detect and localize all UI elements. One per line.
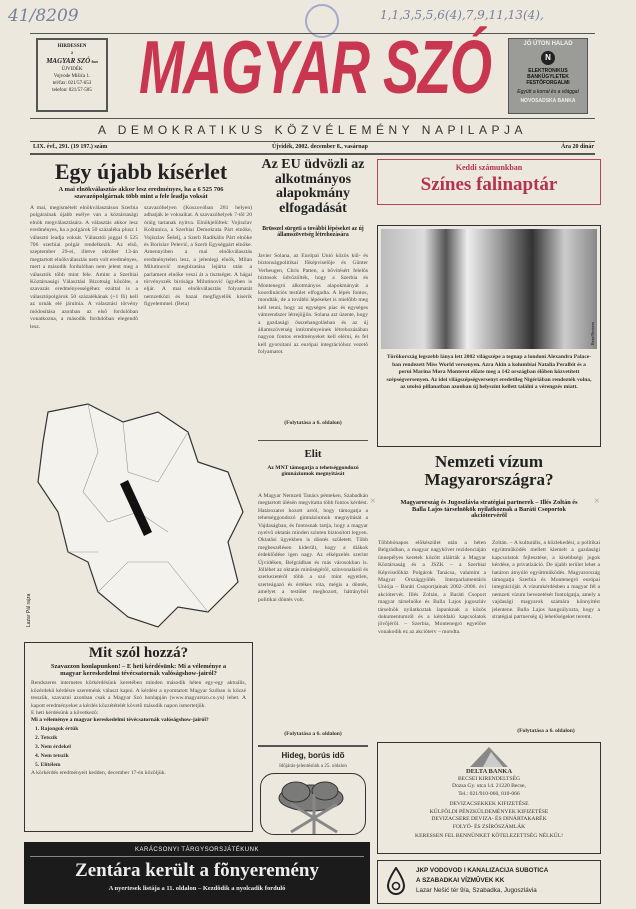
- jkp-address: Lazar Nešić tér 9/a, Szabadka, Jugoszlávia: [416, 887, 537, 894]
- weather-cloud-snow-icon: [260, 773, 366, 835]
- weather-subtitle: Idõjárás-jelentésünk a 25. oldalon: [279, 764, 347, 769]
- ad-line: ELEKTRONIKUS BANKÜGYLETEK FESTŐFORGALMI: [526, 68, 570, 86]
- ad-line: Együtt a korral és a világgal: [517, 89, 579, 95]
- eu-continued: (Folytatása a 6. oldalon): [284, 420, 342, 426]
- visa-body-col1: Többhónapos elõkészület után a héten Belgrádban, a magyar nagykövet rezidenciáján ünnepélyes keretek között aláírták a Magyar Köztársaság és a JSZK – a Szerbiai Képviselõház Polgárok Tanácsa, valamint a Magyar Országgyûlés Interparlamentáris Uniója – Baráti Csoportjainak 2002–2006. évi akciótervét. Illés Zoltán, a Baráti Csoport magyar társelnöke és Balla Lajos jugoszláv társelnök nyilatkoztak lapunknak a közös dokumentumról és a kétoldalú kapcsolatok jövõjérõl. – Szerbia, Montenegró egyelõre vonakodik ez az akcióterv – mondta.: [378, 540, 486, 635]
- delta-branch: BECSEI KIRENDELTSÉG: [457, 775, 521, 782]
- poll-footer: A körkérdés eredményeit kedden, december 17-én közöljük.: [31, 769, 166, 776]
- issue-date: Újvidék, 2002. december 8., vasárnap: [272, 144, 368, 150]
- promo-calendar-box[interactable]: [377, 159, 601, 205]
- handwritten-archive-number: 41/8209: [8, 6, 79, 26]
- promo-kicker: Keddi számunkban: [455, 163, 523, 172]
- issue-price: Ára 20 dinár: [561, 144, 594, 150]
- masthead-title: MAGYAR SZÓ: [139, 25, 491, 110]
- promo-title: Színes falinaptár: [420, 174, 558, 195]
- photo-credit: Beta/Reuters: [590, 321, 595, 345]
- ad-logo: MAGYAR SZÓ-ban: [46, 57, 98, 65]
- elit-continued: (Folytatása a 6. oldalon): [284, 731, 342, 737]
- delta-phone: Tel.: 021/910-060, 810-066: [458, 790, 520, 797]
- lead-body-col2: szavazóhelyen (Koszovóban 281 helyen) adhatják le voksaikat. A szavazóhelyek 7-tõl 20 óráig tartanak nyitva. Elnökjelöltek: Vojiszlav Koštunica, a Szerbiai Demokrata Párt elnöke, Vojiszlav Šešelj, a Szerb Radikális Párt elnöke és Borislav Pelević, a Szerb Egységpárt elnöke. Amennyiben a mai elnökválasztás eredménytelen lesz, a jelenlegi elnök, Milan Milutinović megbízatása lejárta után a parlament elnöke veszi át a tisztséget. A hágai törvényszék bírósága Milutinović ügyében is eljár. A mai elnökválasztás folyamatát nemzetközi és hazai megfigyelõk kísérik figyelemmel. (Beta): [144, 205, 252, 308]
- ad-line: HIRDESSEN: [57, 44, 87, 49]
- weather-headline: Hideg, borús idõ: [281, 751, 345, 760]
- delta-slogan: KERESSEN FEL BENNÜNKET KÖTELEZETTSÉG NÉLKÜL!: [415, 833, 563, 839]
- scan-mark: ×: [370, 496, 376, 507]
- issue-number: LIX. évf., 291. (19 197.) szám: [33, 144, 108, 150]
- poll-lead: E heti kérdésünk a következõ:: [31, 710, 99, 716]
- jkp-line: A SZABADKAI VÍZMÛVEK KK: [416, 877, 505, 884]
- poll-option[interactable]: 2. Tetszik: [35, 734, 58, 741]
- delta-service: KÜLFÖLDI PÉNZKÜLDEMÉNYEK KIFIZETÉSE: [429, 808, 549, 815]
- delta-name: DELTA BANKA: [465, 768, 513, 775]
- poll-option[interactable]: 4. Nem tetszik: [35, 752, 69, 759]
- scan-mark: ×: [594, 496, 600, 507]
- water-drop-icon: [386, 867, 406, 895]
- delta-service: DEVIZACSERE DEVIZA- ÉS DINÁRTAKARÉK: [431, 816, 547, 822]
- ad-line: telefon: 021/57-505: [52, 88, 92, 93]
- delta-service: DEVIZACSEKKEK KIFIZETÉSE: [449, 801, 529, 807]
- eu-subheadline: Brüsszel sürgeti a további lépéseket az új államszövetség létrehozására: [262, 226, 364, 239]
- visa-subheadline: Magyarország és Jugoszlávia stratégiai partnerek – Illés Zoltán és Balla Lajos társelnökök nyilatkoznak a Baráti Csoportok akciótervérõl: [400, 499, 578, 520]
- photo-caption: Törökország legszebb lánya lett 2002 világszépe a tegnap a londoni Alexandra Palace-ban rendezett Miss World versenyen. Azra Akin a kolumbiai Natalia Peralbit és a perui Marina Mora Monterot elõzte meg a 142 országban élõben közvetített szépségversenyen. Az idei világszépségversenyt eredetileg Nigériában rendezték volna, az utolsó pillanatban azonban új helyszínt kellett találni a vérengzés miatt.: [386, 354, 592, 391]
- lead-headline: Egy újabb kísérlet: [54, 159, 228, 184]
- ad-line: JÓ ÚTON HALAD: [523, 41, 573, 47]
- poll-intro: Rendszeres internetes körkérdésünk keretében minden második héten egy-egy aktuális, közérdekû kérdésre szeretnénk választ kapni. A kérdést a nyomtatott Magyar Szóban is közzé tesszük, szavazni azonban csak a Magyar Szó honlapján (www.magyarszo.co.yu) lehet. A kapott eredményeket a kérdés közzétételét követõ második napon ismertetjük.: [31, 680, 246, 709]
- ad-line: ÚJVIDÉK: [61, 67, 83, 72]
- poll-option[interactable]: 3. Nem érdekel: [35, 743, 71, 750]
- delta-address: Dozsa Gy. utca 14. 21220 Becse,: [452, 783, 526, 789]
- banner-subtitle: A nyertesek listája a 11. oldalon – Kezdõdik a nyolcadik forduló: [108, 885, 286, 892]
- jkp-line: JKP VODOVOD I KANALIZACIJA SUBOTICA: [416, 867, 549, 874]
- delta-service: FOLYÓ- ÉS ZSÍRÓSZÁMLÁK: [452, 823, 526, 830]
- eu-body: Javier Solana, az Európai Unió közös kül- és biztonságpolitikai fõképviselõje és Günter Verheugen, Chris Patten, a bõvítésért felelõs biztosok üdvözölték, hogy a Szerbia és Montenegró alkotmányos alapokmányát a koordinációs testület elfogadta. A lépés fontos, mondták, de a további lépéseket is mielõbb meg kell tenni, hogy az egységes piac és egységes vámrendszer létrejöjjön. Solana azt üzente, hogy a gazdasági összehangolásban és az új államszövetség intézményeinek létrehozásában nagyon fontos eredményeket kell elérni, és fel kell gyorsítani az európai integrációhoz vezetõ folyamatot.: [258, 253, 368, 356]
- banner-title: Zentára került a fõnyeremény: [75, 860, 319, 881]
- ad-line: tel/fax: 021/57-653: [52, 81, 92, 86]
- poll-option[interactable]: 1. Rajongok értük: [35, 725, 79, 732]
- ad-box-hirdessen: [36, 38, 108, 112]
- ad-line: Vojvode Mišića 1.: [53, 74, 91, 79]
- poll-title: Mit szól hozzá?: [88, 645, 189, 661]
- elit-subheadline: Az MNT támogatja a tehetséggondozó gimnáziumok megnyitását: [267, 465, 359, 477]
- lottery-banner: [24, 842, 370, 904]
- lead-subheadline: A mai elnökválasztás akkor lesz eredményes, ha a 6 525 706 szavazópolgárnak több mint a fele leadja voksát: [58, 186, 224, 200]
- serbia-map: [28, 392, 253, 632]
- delta-banka-ad: [377, 742, 601, 854]
- map-credit: Lazar Pál rajza: [26, 593, 32, 627]
- miss-world-photo: [381, 229, 597, 349]
- masthead-tagline: A DEMOKRATIKUS KÖZVÉLEMÉNY NAPILAPJA: [98, 123, 527, 137]
- photo-box: [377, 225, 601, 447]
- poll-option[interactable]: 5. Elítélem: [35, 761, 61, 768]
- handwritten-page-list: 1,1,3,5,5,6(4),7,9,11,13(4),: [380, 8, 544, 22]
- poll-box: [24, 642, 253, 832]
- visa-headline: Nemzeti vízum Magyarországra?: [424, 452, 554, 489]
- elit-headline: Elit: [304, 448, 322, 460]
- delta-logo-icon: [469, 746, 509, 768]
- banner-kicker: KARÁCSONYI TÁRGYSORSJÁTÉKUNK: [135, 847, 259, 853]
- bank-logo-icon: N: [541, 51, 555, 65]
- elit-body: A Magyar Nemzeti Tanács pénteken, Szabadkán megtartott ülésén megvitatta több fontos kérdést. Határozatot hozott arról, hogy támogatja a tehetséggondozó gimnáziumok megnyitását a Vajdaságban, és fontosnak tartja, hogy a magyar nyelvû oktatás minden szinten biztosított legyen. Oktatási ügyekben is döntés született. Több megbeszélésen kiderült, hogy a diákok érdeklõdése igen nagy. Az elképzelés szerint Újvidéken, Belgrádban és más városokban is. Jólléhet az oktatás minõségérõl, színvonaláról és szerkezetérõl több a szó mint egyetlen, szerteágazó és értékes vita, mégis a döntés, amelyet a testület meghozott, hátrányból politikai döntés volt.: [258, 493, 368, 603]
- lead-body-col1: A mai, megismételt elnökválasztáson Szerbia polgárainak újabb esélye van a köztársasági elnök megválasztására. A választás akkor lesz eredményes, ha a polgárok 50 százaléka plusz 1 választó leadja voksát. Választói joggal 6 525 706 szerbiai polgár rendelkezik. Az elsõ, szeptember 29-ei, illetve október 13-án megtartott elnökválasztás nem volt eredményes, mert a második fordulóban nem jelent meg a választók több mint fele. Amint a Szerbiai Köztársasági Választási Bizottság közölte, a szavazás eredményességéhez ezúttal is a választópolgárok 50 százalékának (+1 fõ) kell az urnák elé járulnia. A választási törvény módosítása azonban az elsõ fordulóban vonatkozna, a második fordulóban elegendõ lesz.: [30, 205, 138, 330]
- visa-continued: (Folytatása a 6. oldalon): [517, 728, 575, 734]
- poll-subtitle: Szavazzon honlapunkon! – E heti kérdésünk: Mi a véleménye a magyar kereskedelmi tévécsatornák valóságshow-jairól?: [50, 662, 227, 677]
- eu-headline: Az EU üdvözli az alkotmányos alapokmány elfogadását: [261, 157, 365, 217]
- poll-question: Mi a véleménye a magyar kereskedelmi tévécsatornák valóságshow-jairól?: [31, 717, 209, 724]
- visa-body-col2: Zoltán. – A kulturális, a közlekedési, a politikai együttmûködés mellett kiemelt a gazdasági kapcsolatok fejlesztése, a kisebbségi jogok kérdése, a privatizáció. De újabb terület lehet a határon átnyúló együttmûködés. Magyarország támogatja Szerbia és Montenegró európai integrációját. A vízumkérdésben a magyar fél a nemzeti vízum bevezetését fontolgatja, amely a vajdasági magyarok számára könnyítést jelentene. Balla Lajos hangsúlyozta, hogy a stratégiai partnerség új lehetõségeket teremt.: [492, 540, 600, 621]
- ad-line: a: [70, 51, 74, 56]
- jkp-ad: [377, 860, 601, 904]
- ad-box-novosadska-banka: [508, 38, 588, 114]
- ad-line: NOVOSADSKA BANKA: [520, 98, 576, 104]
